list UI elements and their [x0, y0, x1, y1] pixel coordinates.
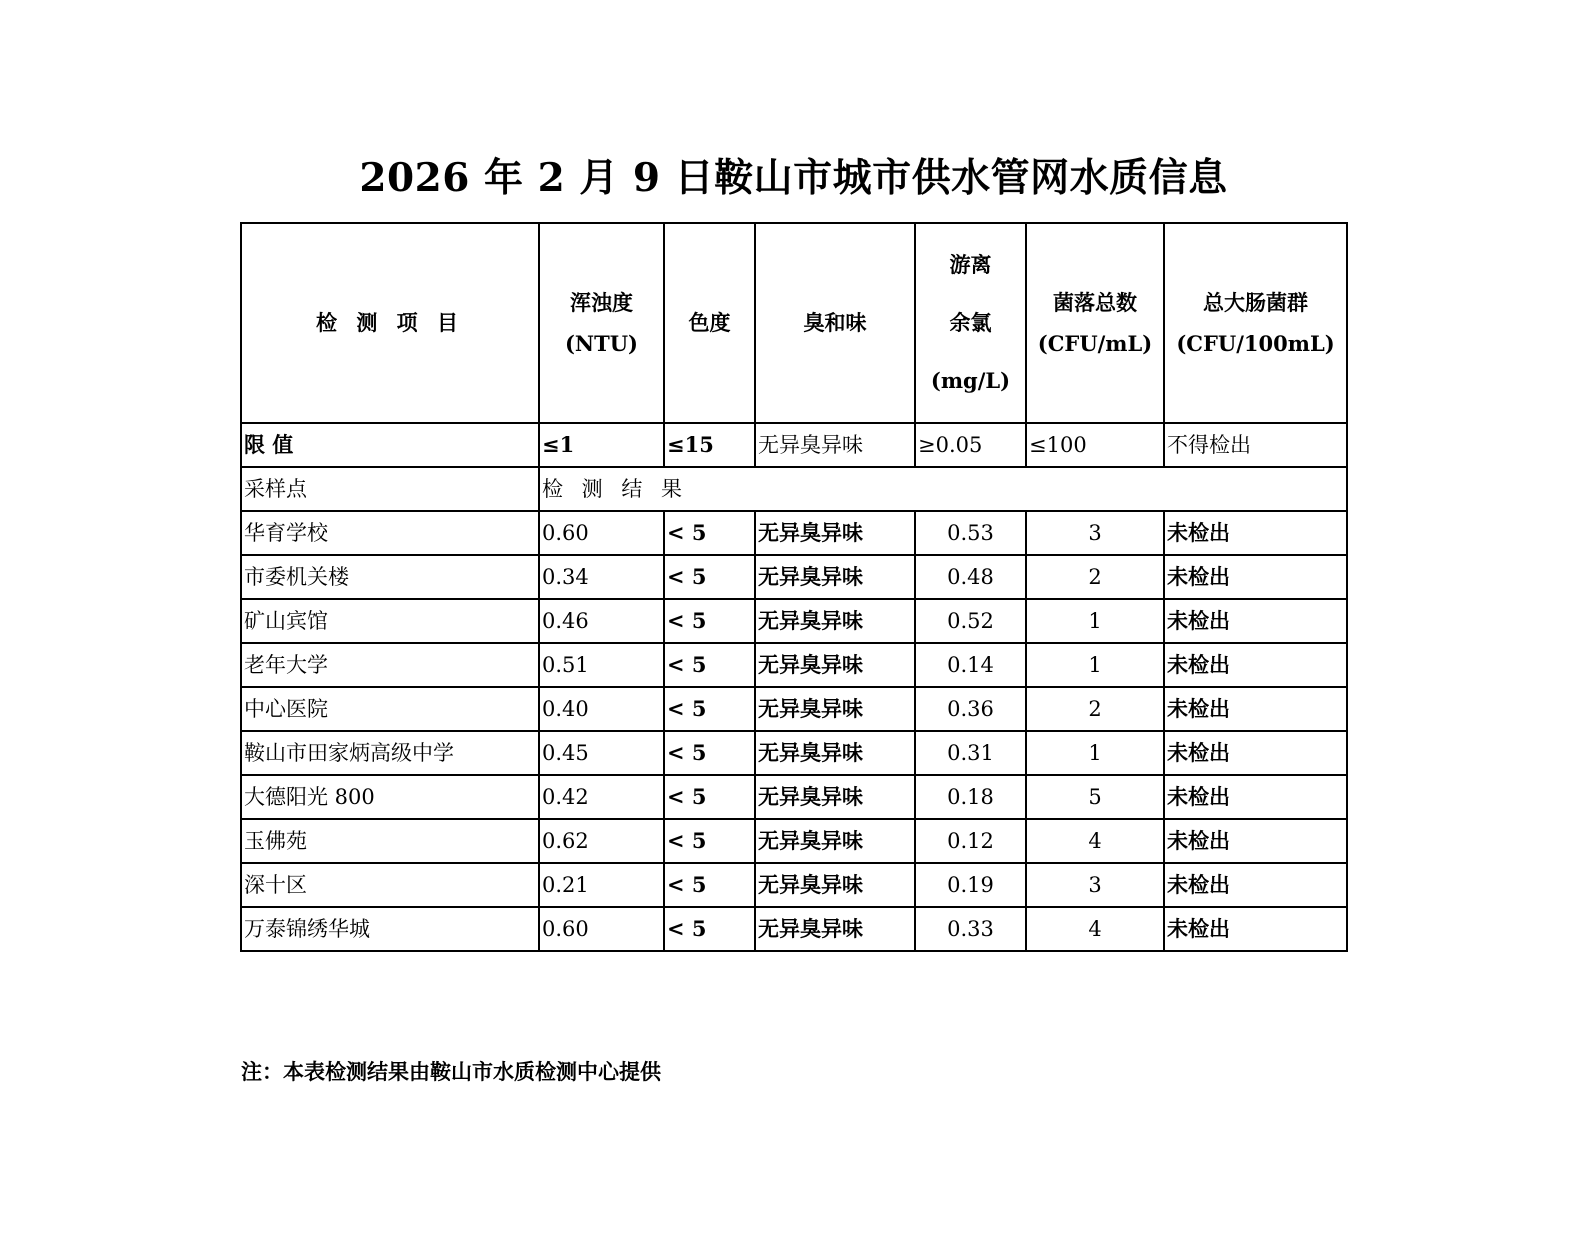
turbidity-value: 0.40 — [539, 687, 664, 731]
total-coliform-value: 未检出 — [1164, 511, 1347, 555]
sampling-site: 玉佛苑 — [241, 819, 539, 863]
sampling-point-label: 采样点 — [241, 467, 539, 511]
odor-value: 无异臭异味 — [755, 731, 915, 775]
color-value: < 5 — [664, 819, 755, 863]
free-chlorine-value: 0.53 — [915, 511, 1026, 555]
sampling-site: 中心医院 — [241, 687, 539, 731]
odor-value: 无异臭异味 — [755, 511, 915, 555]
header-odor: 臭和味 — [755, 223, 915, 423]
limit-color: ≤15 — [664, 423, 755, 467]
turbidity-value: 0.51 — [539, 643, 664, 687]
header-chlorine: 游离 余氯 (mg/L) — [915, 223, 1026, 423]
turbidity-value: 0.60 — [539, 511, 664, 555]
header-color: 色度 — [664, 223, 755, 423]
table-row — [241, 775, 1347, 819]
total-coliform-value: 未检出 — [1164, 907, 1347, 951]
colony-count-value: 3 — [1026, 511, 1164, 555]
colony-count-value: 3 — [1026, 863, 1164, 907]
odor-value: 无异臭异味 — [755, 599, 915, 643]
sampling-site: 大德阳光 800 — [241, 775, 539, 819]
sampling-site: 矿山宾馆 — [241, 599, 539, 643]
limit-turbidity: ≤1 — [539, 423, 664, 467]
odor-value: 无异臭异味 — [755, 907, 915, 951]
color-value: < 5 — [664, 907, 755, 951]
free-chlorine-value: 0.14 — [915, 643, 1026, 687]
odor-value: 无异臭异味 — [755, 863, 915, 907]
footnote: 注：本表检测结果由鞍山市水质检测中心提供 — [241, 1059, 661, 1084]
free-chlorine-value: 0.52 — [915, 599, 1026, 643]
color-value: < 5 — [664, 555, 755, 599]
header-turbidity: 浑浊度 (NTU) — [539, 223, 664, 423]
table-row — [241, 643, 1347, 687]
results-label: 检 测 结 果 — [539, 467, 1347, 511]
table-row — [241, 511, 1347, 555]
table-row — [241, 599, 1347, 643]
color-value: < 5 — [664, 643, 755, 687]
limit-label: 限 值 — [241, 423, 539, 467]
free-chlorine-value: 0.18 — [915, 775, 1026, 819]
turbidity-value: 0.42 — [539, 775, 664, 819]
sampling-site: 华育学校 — [241, 511, 539, 555]
total-coliform-value: 未检出 — [1164, 599, 1347, 643]
total-coliform-value: 未检出 — [1164, 731, 1347, 775]
color-value: < 5 — [664, 599, 755, 643]
colony-count-value: 4 — [1026, 819, 1164, 863]
turbidity-value: 0.60 — [539, 907, 664, 951]
table-header-row — [241, 223, 1347, 423]
table-row — [241, 687, 1347, 731]
limit-chlorine: ≥0.05 — [915, 423, 1026, 467]
page-title: 2026 年 2 月 9 日鞍山市城市供水管网水质信息 — [359, 155, 1228, 201]
total-coliform-value: 未检出 — [1164, 819, 1347, 863]
table-row — [241, 863, 1347, 907]
colony-count-value: 4 — [1026, 907, 1164, 951]
limit-colony-count: ≤100 — [1026, 423, 1164, 467]
colony-count-value: 2 — [1026, 687, 1164, 731]
header-item: 检 测 项 目 — [241, 223, 539, 423]
table-row — [241, 907, 1347, 951]
free-chlorine-value: 0.48 — [915, 555, 1026, 599]
sampling-site: 鞍山市田家炳高级中学 — [241, 731, 539, 775]
color-value: < 5 — [664, 511, 755, 555]
color-value: < 5 — [664, 731, 755, 775]
total-coliform-value: 未检出 — [1164, 555, 1347, 599]
odor-value: 无异臭异味 — [755, 643, 915, 687]
limit-row — [241, 423, 1347, 467]
turbidity-value: 0.45 — [539, 731, 664, 775]
colony-count-value: 1 — [1026, 731, 1164, 775]
free-chlorine-value: 0.19 — [915, 863, 1026, 907]
sampling-site: 深十区 — [241, 863, 539, 907]
total-coliform-value: 未检出 — [1164, 687, 1347, 731]
color-value: < 5 — [664, 687, 755, 731]
header-colony-count: 菌落总数 (CFU/mL) — [1026, 223, 1164, 423]
sampling-site: 万泰锦绣华城 — [241, 907, 539, 951]
free-chlorine-value: 0.36 — [915, 687, 1026, 731]
turbidity-value: 0.62 — [539, 819, 664, 863]
turbidity-value: 0.21 — [539, 863, 664, 907]
colony-count-value: 5 — [1026, 775, 1164, 819]
turbidity-value: 0.46 — [539, 599, 664, 643]
limit-total-coliform: 不得检出 — [1164, 423, 1347, 467]
header-total-coliform: 总大肠菌群 (CFU/100mL) — [1164, 223, 1347, 423]
free-chlorine-value: 0.12 — [915, 819, 1026, 863]
free-chlorine-value: 0.31 — [915, 731, 1026, 775]
table-row — [241, 731, 1347, 775]
sampling-site: 市委机关楼 — [241, 555, 539, 599]
water-quality-table — [240, 222, 1348, 952]
sampling-site: 老年大学 — [241, 643, 539, 687]
color-value: < 5 — [664, 863, 755, 907]
subheader-row — [241, 467, 1347, 511]
free-chlorine-value: 0.33 — [915, 907, 1026, 951]
odor-value: 无异臭异味 — [755, 819, 915, 863]
total-coliform-value: 未检出 — [1164, 643, 1347, 687]
colony-count-value: 1 — [1026, 599, 1164, 643]
colony-count-value: 1 — [1026, 643, 1164, 687]
table-row — [241, 819, 1347, 863]
odor-value: 无异臭异味 — [755, 775, 915, 819]
table-row — [241, 555, 1347, 599]
color-value: < 5 — [664, 775, 755, 819]
turbidity-value: 0.34 — [539, 555, 664, 599]
odor-value: 无异臭异味 — [755, 555, 915, 599]
colony-count-value: 2 — [1026, 555, 1164, 599]
odor-value: 无异臭异味 — [755, 687, 915, 731]
total-coliform-value: 未检出 — [1164, 863, 1347, 907]
limit-odor: 无异臭异味 — [755, 423, 915, 467]
total-coliform-value: 未检出 — [1164, 775, 1347, 819]
